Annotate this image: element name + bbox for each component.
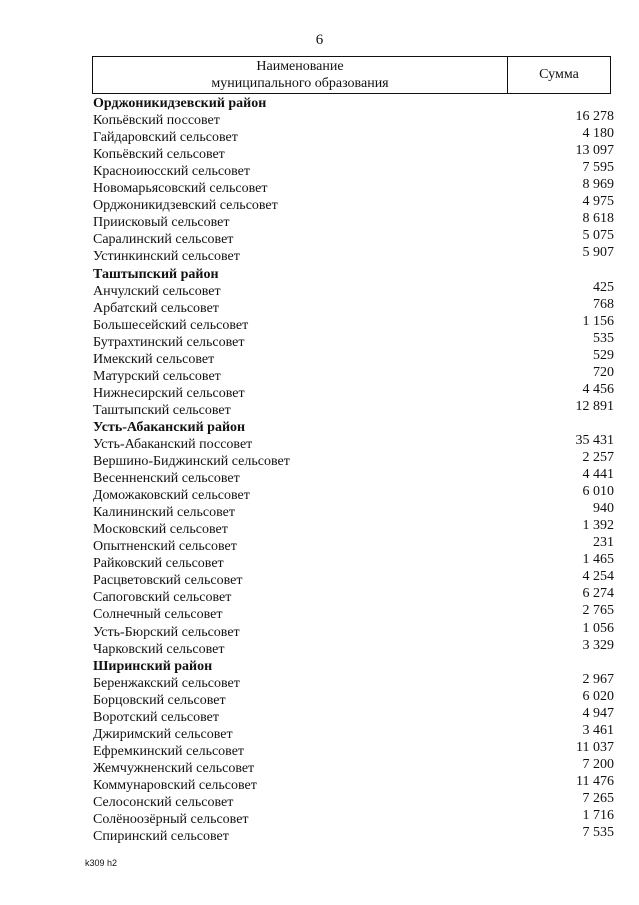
table-row	[93, 143, 615, 163]
district-name: Таштыпский район	[93, 266, 219, 282]
municipality-name: Имекский сельсовет	[93, 351, 215, 367]
table-row	[93, 450, 615, 470]
table-row	[93, 688, 615, 709]
table-row	[93, 296, 615, 317]
municipality-name: Борцовский сельсовет	[93, 692, 226, 708]
municipality-name: Солнечный сельсовет	[93, 607, 223, 623]
sum-value: 1 392	[582, 518, 614, 534]
table-row	[93, 381, 615, 402]
table-row	[93, 484, 615, 504]
table-row	[93, 739, 615, 760]
municipality-name: Доможаковский сельсовет	[93, 488, 250, 504]
sum-value: 5 907	[582, 245, 614, 261]
column-header-name	[93, 57, 508, 93]
municipality-name: Бутрахтинский сельсовет	[93, 334, 245, 350]
sum-value: 6 274	[582, 586, 614, 602]
table-row	[93, 637, 615, 658]
municipality-name: Московский сельсовет	[93, 522, 228, 538]
sum-value: 2 967	[582, 671, 614, 687]
district-heading-row	[93, 265, 615, 282]
table-row	[93, 109, 615, 129]
column-header-sum: Сумма	[539, 67, 579, 82]
sum-value: 5 075	[582, 228, 614, 244]
table-header	[92, 56, 611, 94]
table-row	[93, 603, 615, 623]
municipality-name: Солёноозёрный сельсовет	[93, 812, 249, 828]
sum-value: 11 037	[576, 739, 614, 755]
table-row	[93, 552, 615, 572]
table-row	[93, 773, 615, 794]
sum-value: 3 461	[582, 722, 614, 738]
table-row	[93, 194, 615, 214]
sum-value: 535	[593, 330, 614, 346]
municipality-name: Усть-Бюрский сельсовет	[93, 624, 240, 640]
sum-value: 1 156	[582, 313, 614, 329]
sum-value: 7 200	[582, 756, 614, 772]
district-name: Усть-Абаканский район	[93, 419, 246, 435]
table-row	[93, 279, 615, 300]
sum-value: 12 891	[575, 398, 614, 414]
table-row	[93, 586, 615, 606]
district-heading-row	[93, 95, 615, 112]
page-number: 6	[315, 32, 324, 48]
municipality-name: Арбатский сельсовет	[93, 300, 219, 316]
municipality-name: Коммунаровский сельсовет	[93, 777, 257, 793]
table-row	[93, 347, 615, 368]
district-heading-row	[93, 419, 615, 436]
table-row	[93, 177, 615, 197]
district-heading-row	[93, 658, 615, 675]
sum-value: 11 476	[576, 773, 614, 789]
sum-value: 4 975	[582, 194, 614, 210]
table-row	[93, 825, 615, 845]
sum-value: 425	[593, 279, 614, 295]
column-header-name-line1: Наименование	[256, 59, 344, 74]
sum-value: 4 441	[582, 467, 614, 483]
municipality-name: Сапоговский сельсовет	[93, 590, 232, 606]
sum-value: 2 765	[582, 603, 614, 619]
municipality-name: Ефремкинский сельсовет	[93, 743, 245, 759]
sum-value: 6 010	[582, 484, 614, 500]
municipality-name: Опытненский сельсовет	[93, 539, 237, 555]
sum-value: 7 265	[582, 790, 614, 806]
table-row	[93, 432, 615, 453]
sum-value: 6 020	[582, 688, 614, 704]
sum-value: 1 056	[582, 620, 614, 636]
municipality-name: Таштыпский сельсовет	[93, 402, 231, 418]
sum-value: 4 947	[582, 705, 614, 721]
table-row	[93, 518, 615, 538]
table-row	[93, 313, 615, 334]
table-row	[93, 501, 615, 521]
sum-value: 4 254	[582, 569, 614, 585]
sum-value: 3 329	[582, 637, 614, 653]
sum-value: 8 618	[582, 211, 614, 227]
municipality-name: Большесейский сельсовет	[93, 317, 249, 333]
municipality-name: Усть-Абаканский поссовет	[93, 436, 253, 452]
sum-value: 1 716	[582, 808, 614, 824]
sum-value: 13 097	[575, 143, 614, 159]
table-row	[93, 671, 615, 692]
table-row	[93, 126, 615, 146]
municipality-name: Беренжакский сельсовет	[93, 675, 240, 691]
table-row	[93, 364, 615, 385]
table-row	[93, 569, 615, 589]
municipality-name: Матурский сельсовет	[93, 368, 221, 384]
municipality-name: Вершино-Биджинский сельсовет	[93, 454, 290, 470]
table-body	[93, 95, 615, 845]
table-row	[93, 228, 615, 248]
municipality-name: Расцветовский сельсовет	[93, 573, 243, 589]
sum-value: 768	[593, 296, 614, 312]
sum-value: 35 431	[575, 432, 614, 448]
table-row	[93, 808, 615, 828]
sum-value: 1 465	[582, 552, 614, 568]
district-name: Ширинский район	[93, 658, 213, 674]
table-row	[93, 620, 615, 640]
table-row	[93, 535, 615, 555]
municipality-name: Райковский сельсовет	[93, 556, 224, 572]
municipality-name: Устинкинский сельсовет	[93, 249, 240, 265]
municipality-name: Воротский сельсовет	[93, 709, 219, 725]
table-row	[93, 245, 615, 265]
sum-value: 720	[593, 364, 614, 380]
footer-code: k309 h2	[85, 858, 118, 868]
table-row	[93, 790, 615, 811]
table-row	[93, 705, 615, 726]
municipality-name: Орджоникидзевский сельсовет	[93, 198, 278, 214]
municipality-name: Красноиюсский сельсовет	[93, 164, 250, 180]
municipality-name: Саралинский сельсовет	[93, 232, 234, 248]
column-header-name-line2: муниципального образования	[211, 76, 389, 91]
municipality-name: Анчулский сельсовет	[93, 283, 221, 299]
municipality-name: Весенненский сельсовет	[93, 471, 240, 487]
municipality-name: Приисковый сельсовет	[93, 215, 230, 231]
sum-value: 231	[593, 535, 614, 551]
sum-value: 16 278	[575, 109, 614, 125]
table-row	[93, 330, 615, 351]
municipality-name: Джиримский сельсовет	[93, 726, 233, 742]
municipality-name: Новомарьясовский сельсовет	[93, 181, 268, 197]
table-row	[93, 467, 615, 487]
table-row	[93, 211, 615, 231]
table-row	[93, 160, 615, 180]
municipality-name: Гайдаровский сельсовет	[93, 130, 238, 146]
municipality-name: Копьёвский сельсовет	[93, 147, 225, 163]
municipality-name: Спиринский сельсовет	[93, 829, 229, 845]
sum-value: 940	[593, 501, 614, 517]
municipality-name: Копьёвский поссовет	[93, 113, 220, 129]
table-row	[93, 722, 615, 743]
sum-value: 7 535	[582, 825, 614, 841]
municipality-name: Нижнесирский сельсовет	[93, 385, 245, 401]
municipality-name: Калининский сельсовет	[93, 505, 235, 521]
municipality-name: Жемчужненский сельсовет	[93, 760, 255, 776]
table-row	[93, 756, 615, 777]
sum-value: 8 969	[582, 177, 614, 193]
sum-value: 4 180	[582, 126, 614, 142]
sum-value: 4 456	[582, 381, 614, 397]
municipality-name: Селосонский сельсовет	[93, 794, 234, 810]
sum-value: 529	[593, 347, 614, 363]
table-row	[93, 398, 615, 419]
municipality-name: Чарковский сельсовет	[93, 641, 225, 657]
sum-value: 7 595	[582, 160, 614, 176]
district-name: Орджоникидзевский район	[93, 96, 267, 112]
sum-value: 2 257	[582, 450, 614, 466]
